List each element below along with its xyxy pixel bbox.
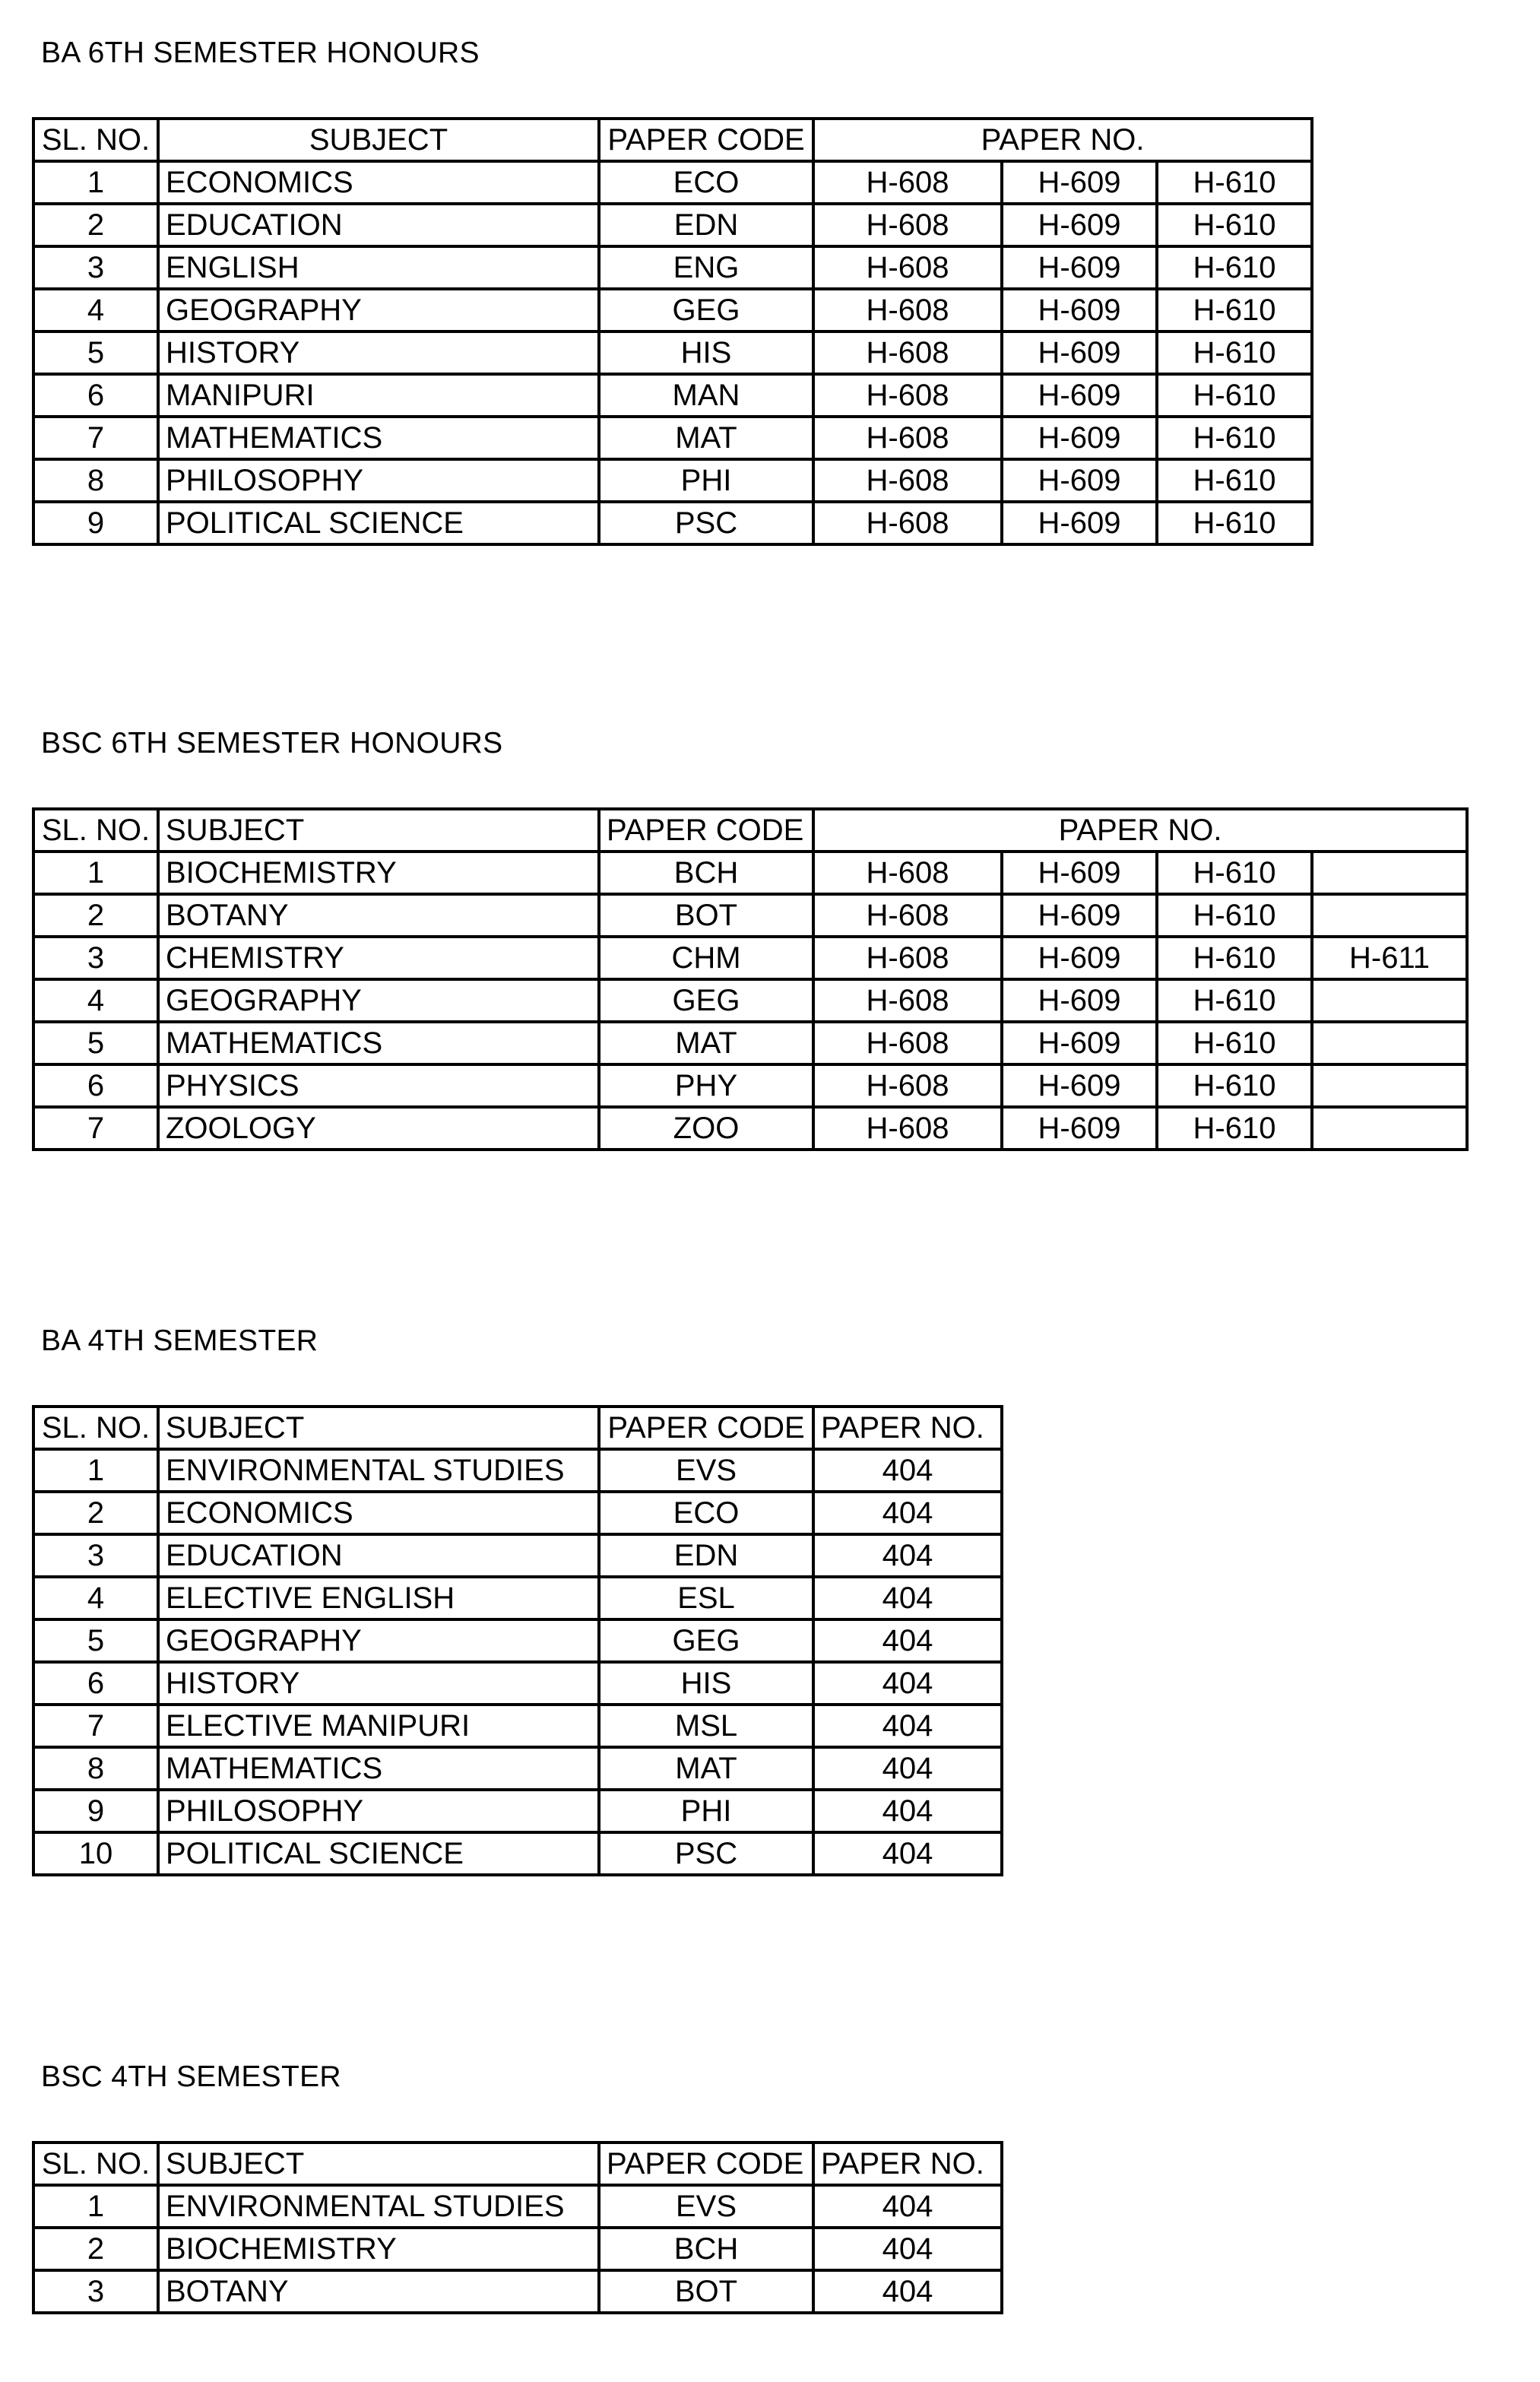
section-title-bsc-6th-honours: BSC 6TH SEMESTER HONOURS bbox=[41, 727, 503, 760]
paper-code-cell: MAT bbox=[599, 1747, 813, 1790]
subject-cell: BIOCHEMISTRY bbox=[158, 2228, 599, 2270]
sl-no-cell: 2 bbox=[33, 2228, 158, 2270]
subject-cell: ELECTIVE ENGLISH bbox=[158, 1577, 599, 1619]
paper-no-cell: 404 bbox=[813, 2228, 1002, 2270]
sl-no-cell: 5 bbox=[33, 1619, 158, 1662]
header-paper-code: PAPER CODE bbox=[599, 119, 813, 161]
paper-code-cell: ESL bbox=[599, 1577, 813, 1619]
table-row bbox=[33, 1790, 1002, 1832]
table-row bbox=[33, 204, 1312, 246]
subject-cell: MATHEMATICS bbox=[158, 417, 599, 459]
table-row bbox=[33, 1577, 1002, 1619]
sl-no-cell: 4 bbox=[33, 289, 158, 331]
subject-cell: GEOGRAPHY bbox=[158, 1619, 599, 1662]
table-row bbox=[33, 852, 1467, 894]
paper-no-cell: H-610 bbox=[1157, 417, 1312, 459]
table-row bbox=[33, 459, 1312, 502]
paper-code-cell: GEG bbox=[599, 979, 813, 1022]
paper-code-cell: MSL bbox=[599, 1705, 813, 1747]
paper-no-cell: 404 bbox=[813, 1449, 1002, 1492]
subject-cell: ENGLISH bbox=[158, 246, 599, 289]
table-row bbox=[33, 1022, 1467, 1064]
paper-no-cell bbox=[1312, 1107, 1467, 1150]
paper-no-cell bbox=[1312, 894, 1467, 937]
section-title-bsc-4th: BSC 4TH SEMESTER bbox=[41, 2060, 341, 2093]
table-row bbox=[33, 2185, 1002, 2228]
sl-no-cell: 7 bbox=[33, 1107, 158, 1150]
paper-no-cell bbox=[1312, 1022, 1467, 1064]
table-row bbox=[33, 1705, 1002, 1747]
sl-no-cell: 1 bbox=[33, 2185, 158, 2228]
sl-no-cell: 8 bbox=[33, 1747, 158, 1790]
table-row bbox=[33, 289, 1312, 331]
paper-no-cell: 404 bbox=[813, 1662, 1002, 1705]
header-paper-no: PAPER NO. bbox=[813, 119, 1312, 161]
paper-no-cell: H-610 bbox=[1157, 937, 1312, 979]
header-sl-no: SL. NO. bbox=[33, 2143, 158, 2185]
paper-no-cell: H-610 bbox=[1157, 1022, 1312, 1064]
subject-cell: EDUCATION bbox=[158, 204, 599, 246]
paper-no-cell: H-610 bbox=[1157, 979, 1312, 1022]
paper-no-cell: H-608 bbox=[813, 979, 1002, 1022]
paper-no-cell: 404 bbox=[813, 1832, 1002, 1875]
paper-code-cell: EDN bbox=[599, 1534, 813, 1577]
paper-no-cell: H-609 bbox=[1002, 979, 1157, 1022]
subject-cell: BOTANY bbox=[158, 2270, 599, 2313]
table-row bbox=[33, 1832, 1002, 1875]
subject-cell: ZOOLOGY bbox=[158, 1107, 599, 1150]
paper-no-cell: 404 bbox=[813, 1577, 1002, 1619]
paper-code-cell: ZOO bbox=[599, 1107, 813, 1150]
paper-no-cell: H-610 bbox=[1157, 204, 1312, 246]
paper-no-cell: H-609 bbox=[1002, 417, 1157, 459]
paper-no-cell: H-608 bbox=[813, 1064, 1002, 1107]
paper-no-cell: H-608 bbox=[813, 417, 1002, 459]
paper-code-cell: BCH bbox=[599, 852, 813, 894]
paper-code-cell: EDN bbox=[599, 204, 813, 246]
table-row bbox=[33, 2228, 1002, 2270]
section-title-ba-4th: BA 4TH SEMESTER bbox=[41, 1324, 318, 1357]
paper-no-cell: H-608 bbox=[813, 937, 1002, 979]
sl-no-cell: 9 bbox=[33, 1790, 158, 1832]
paper-no-cell: H-610 bbox=[1157, 289, 1312, 331]
header-paper-no: PAPER NO. bbox=[813, 2143, 1002, 2185]
subject-cell: PHILOSOPHY bbox=[158, 459, 599, 502]
header-sl-no: SL. NO. bbox=[33, 119, 158, 161]
paper-no-cell: 404 bbox=[813, 1619, 1002, 1662]
paper-no-cell: H-608 bbox=[813, 894, 1002, 937]
sl-no-cell: 3 bbox=[33, 1534, 158, 1577]
paper-no-cell: H-609 bbox=[1002, 937, 1157, 979]
paper-code-cell: CHM bbox=[599, 937, 813, 979]
paper-no-cell: H-609 bbox=[1002, 204, 1157, 246]
paper-code-cell: MAN bbox=[599, 374, 813, 417]
sl-no-cell: 6 bbox=[33, 1064, 158, 1107]
subject-cell: ENVIRONMENTAL STUDIES bbox=[158, 1449, 599, 1492]
subject-cell: MANIPURI bbox=[158, 374, 599, 417]
paper-no-cell: H-609 bbox=[1002, 1107, 1157, 1150]
paper-no-cell bbox=[1312, 1064, 1467, 1107]
sl-no-cell: 2 bbox=[33, 1492, 158, 1534]
paper-no-cell: H-610 bbox=[1157, 1107, 1312, 1150]
paper-no-cell: H-610 bbox=[1157, 331, 1312, 374]
header-subject: SUBJECT bbox=[158, 1407, 599, 1449]
paper-code-cell: PHI bbox=[599, 1790, 813, 1832]
paper-code-cell: BOT bbox=[599, 894, 813, 937]
paper-no-cell: H-608 bbox=[813, 161, 1002, 204]
paper-no-cell: H-608 bbox=[813, 204, 1002, 246]
sl-no-cell: 1 bbox=[33, 1449, 158, 1492]
paper-code-cell: PHI bbox=[599, 459, 813, 502]
paper-code-cell: HIS bbox=[599, 331, 813, 374]
paper-no-cell: H-610 bbox=[1157, 894, 1312, 937]
paper-no-cell: H-609 bbox=[1002, 1022, 1157, 1064]
subject-cell: BOTANY bbox=[158, 894, 599, 937]
subject-cell: CHEMISTRY bbox=[158, 937, 599, 979]
header-paper-code: PAPER CODE bbox=[599, 809, 813, 852]
paper-no-cell: H-608 bbox=[813, 246, 1002, 289]
paper-no-cell: H-610 bbox=[1157, 161, 1312, 204]
paper-no-cell: H-610 bbox=[1157, 246, 1312, 289]
table-row bbox=[33, 417, 1312, 459]
paper-code-cell: GEG bbox=[599, 1619, 813, 1662]
paper-no-cell: H-609 bbox=[1002, 1064, 1157, 1107]
paper-no-cell: H-610 bbox=[1157, 1064, 1312, 1107]
paper-no-cell: H-609 bbox=[1002, 246, 1157, 289]
subject-cell: POLITICAL SCIENCE bbox=[158, 502, 599, 544]
paper-no-cell: H-609 bbox=[1002, 289, 1157, 331]
table-row bbox=[33, 1747, 1002, 1790]
header-sl-no: SL. NO. bbox=[33, 809, 158, 852]
table-row bbox=[33, 1107, 1467, 1150]
paper-no-cell: H-611 bbox=[1312, 937, 1467, 979]
table-bsc-6th-honours bbox=[32, 807, 1469, 1151]
paper-code-cell: BOT bbox=[599, 2270, 813, 2313]
paper-no-cell: H-609 bbox=[1002, 502, 1157, 544]
header-paper-no: PAPER NO. bbox=[813, 809, 1467, 852]
paper-code-cell: GEG bbox=[599, 289, 813, 331]
paper-no-cell: H-608 bbox=[813, 1107, 1002, 1150]
table-row bbox=[33, 894, 1467, 937]
header-subject: SUBJECT bbox=[158, 119, 599, 161]
header-subject: SUBJECT bbox=[158, 809, 599, 852]
sl-no-cell: 6 bbox=[33, 374, 158, 417]
table-row bbox=[33, 1619, 1002, 1662]
sl-no-cell: 7 bbox=[33, 417, 158, 459]
sl-no-cell: 5 bbox=[33, 331, 158, 374]
paper-code-cell: ENG bbox=[599, 246, 813, 289]
subject-cell: ECONOMICS bbox=[158, 161, 599, 204]
paper-no-cell: 404 bbox=[813, 1705, 1002, 1747]
paper-no-cell: H-609 bbox=[1002, 161, 1157, 204]
paper-no-cell: 404 bbox=[813, 1534, 1002, 1577]
table-row bbox=[33, 1449, 1002, 1492]
subject-cell: ENVIRONMENTAL STUDIES bbox=[158, 2185, 599, 2228]
paper-no-cell: H-608 bbox=[813, 289, 1002, 331]
sl-no-cell: 1 bbox=[33, 852, 158, 894]
subject-cell: ELECTIVE MANIPURI bbox=[158, 1705, 599, 1747]
paper-code-cell: PSC bbox=[599, 502, 813, 544]
subject-cell: HISTORY bbox=[158, 331, 599, 374]
table-row bbox=[33, 502, 1312, 544]
paper-code-cell: ECO bbox=[599, 161, 813, 204]
subject-cell: BIOCHEMISTRY bbox=[158, 852, 599, 894]
subject-cell: POLITICAL SCIENCE bbox=[158, 1832, 599, 1875]
sl-no-cell: 5 bbox=[33, 1022, 158, 1064]
paper-no-cell: H-609 bbox=[1002, 852, 1157, 894]
paper-code-cell: HIS bbox=[599, 1662, 813, 1705]
sl-no-cell: 10 bbox=[33, 1832, 158, 1875]
table-header-row bbox=[33, 1407, 1002, 1449]
table-row bbox=[33, 1662, 1002, 1705]
table-ba-4th bbox=[32, 1405, 1003, 1876]
paper-no-cell: H-609 bbox=[1002, 331, 1157, 374]
sl-no-cell: 4 bbox=[33, 979, 158, 1022]
header-paper-no: PAPER NO. bbox=[813, 1407, 1002, 1449]
paper-no-cell bbox=[1312, 979, 1467, 1022]
paper-no-cell bbox=[1312, 852, 1467, 894]
paper-no-cell: H-610 bbox=[1157, 502, 1312, 544]
paper-code-cell: MAT bbox=[599, 1022, 813, 1064]
table-row bbox=[33, 246, 1312, 289]
paper-code-cell: PHY bbox=[599, 1064, 813, 1107]
table-row bbox=[33, 1492, 1002, 1534]
paper-no-cell: H-608 bbox=[813, 502, 1002, 544]
sl-no-cell: 6 bbox=[33, 1662, 158, 1705]
table-row bbox=[33, 161, 1312, 204]
paper-no-cell: H-608 bbox=[813, 331, 1002, 374]
paper-no-cell: 404 bbox=[813, 1747, 1002, 1790]
sl-no-cell: 9 bbox=[33, 502, 158, 544]
sl-no-cell: 8 bbox=[33, 459, 158, 502]
subject-cell: MATHEMATICS bbox=[158, 1022, 599, 1064]
sl-no-cell: 3 bbox=[33, 246, 158, 289]
paper-code-cell: MAT bbox=[599, 417, 813, 459]
paper-code-cell: EVS bbox=[599, 1449, 813, 1492]
sl-no-cell: 1 bbox=[33, 161, 158, 204]
table-row bbox=[33, 1064, 1467, 1107]
sl-no-cell: 7 bbox=[33, 1705, 158, 1747]
paper-no-cell: 404 bbox=[813, 2270, 1002, 2313]
paper-no-cell: H-609 bbox=[1002, 894, 1157, 937]
paper-code-cell: ECO bbox=[599, 1492, 813, 1534]
paper-no-cell: H-610 bbox=[1157, 459, 1312, 502]
header-paper-code: PAPER CODE bbox=[599, 2143, 813, 2185]
subject-cell: ECONOMICS bbox=[158, 1492, 599, 1534]
section-title-ba-6th-honours: BA 6TH SEMESTER HONOURS bbox=[41, 36, 480, 69]
table-header-row bbox=[33, 119, 1312, 161]
sl-no-cell: 2 bbox=[33, 204, 158, 246]
subject-cell: EDUCATION bbox=[158, 1534, 599, 1577]
table-bsc-4th bbox=[32, 2141, 1003, 2314]
table-row bbox=[33, 937, 1467, 979]
sl-no-cell: 4 bbox=[33, 1577, 158, 1619]
table-row bbox=[33, 331, 1312, 374]
paper-no-cell: H-608 bbox=[813, 374, 1002, 417]
paper-no-cell: H-610 bbox=[1157, 374, 1312, 417]
paper-no-cell: H-610 bbox=[1157, 852, 1312, 894]
paper-code-cell: PSC bbox=[599, 1832, 813, 1875]
table-ba-6th-honours bbox=[32, 117, 1313, 546]
subject-cell: MATHEMATICS bbox=[158, 1747, 599, 1790]
header-paper-code: PAPER CODE bbox=[599, 1407, 813, 1449]
paper-no-cell: H-608 bbox=[813, 1022, 1002, 1064]
paper-no-cell: H-609 bbox=[1002, 459, 1157, 502]
paper-code-cell: BCH bbox=[599, 2228, 813, 2270]
header-sl-no: SL. NO. bbox=[33, 1407, 158, 1449]
sl-no-cell: 3 bbox=[33, 937, 158, 979]
table-row bbox=[33, 979, 1467, 1022]
paper-no-cell: 404 bbox=[813, 2185, 1002, 2228]
paper-no-cell: 404 bbox=[813, 1790, 1002, 1832]
subject-cell: HISTORY bbox=[158, 1662, 599, 1705]
table-row bbox=[33, 374, 1312, 417]
paper-no-cell: H-609 bbox=[1002, 374, 1157, 417]
subject-cell: PHYSICS bbox=[158, 1064, 599, 1107]
table-row bbox=[33, 1534, 1002, 1577]
table-row bbox=[33, 2270, 1002, 2313]
sl-no-cell: 2 bbox=[33, 894, 158, 937]
paper-code-cell: EVS bbox=[599, 2185, 813, 2228]
subject-cell: GEOGRAPHY bbox=[158, 289, 599, 331]
paper-no-cell: 404 bbox=[813, 1492, 1002, 1534]
table-header-row bbox=[33, 2143, 1002, 2185]
subject-cell: PHILOSOPHY bbox=[158, 1790, 599, 1832]
table-header-row bbox=[33, 809, 1467, 852]
paper-no-cell: H-608 bbox=[813, 459, 1002, 502]
header-subject: SUBJECT bbox=[158, 2143, 599, 2185]
sl-no-cell: 3 bbox=[33, 2270, 158, 2313]
subject-cell: GEOGRAPHY bbox=[158, 979, 599, 1022]
paper-no-cell: H-608 bbox=[813, 852, 1002, 894]
